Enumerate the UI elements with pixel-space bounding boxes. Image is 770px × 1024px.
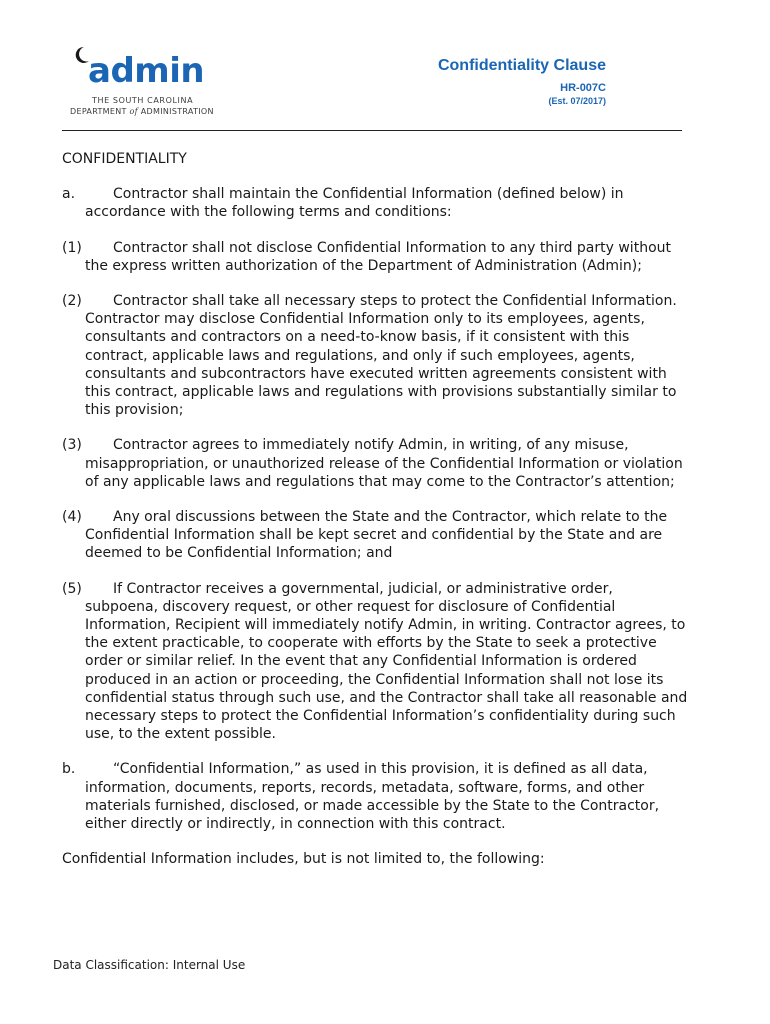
- established-date: (Est. 07/2017): [548, 96, 606, 106]
- clause-label: (3): [62, 437, 82, 454]
- clause-label: (4): [62, 509, 82, 526]
- clause-label: a.: [62, 186, 76, 203]
- clause-text: Contractor shall maintain the Confidential Information (defined below) in accordance with the following terms and conditions:: [85, 186, 624, 221]
- clause-paragraph: [62, 239, 688, 275]
- clause-paragraph: [62, 436, 688, 491]
- clause-text: “Confidential Information,” as used in this provision, it is defined as all data, information, documents, reports, records, metadata, software, forms, and other materials furnished, disclosed, or made accessible by the State to the Contractor, either directly or indirectly, in connection with this contract.: [85, 761, 660, 833]
- logo-subtitle-line1: THE SOUTH CAROLINA: [92, 96, 194, 105]
- admin-logo: [68, 44, 228, 118]
- clause-label: b.: [62, 761, 76, 778]
- closing-sentence: Confidential Information includes, but is not limited to, the following:: [62, 851, 545, 868]
- document-body: [62, 150, 688, 869]
- clause-label: (5): [62, 580, 82, 597]
- data-classification-footer: Data Classification: Internal Use: [53, 958, 246, 972]
- clause-text: Contractor shall not disclose Confidential Information to any third party without the express written authorization of the Department of Administration (Admin);: [85, 239, 671, 274]
- clause-text: Contractor agrees to immediately notify Admin, in writing, of any misuse, misappropriation, or unauthorized release of the Confidential Information or violation of any applicable laws and regulations that may come to the Contractor’s attention;: [85, 437, 683, 490]
- clause-text: Contractor shall take all necessary steps to protect the Confidential Information. Contractor may disclose Confidential Information only to its employees, agents, consultants and contractors on a need-to-know basis, if it consistent with this contract, applicable laws and regulations, and only if such employees, agents, consultants and subcontractors have executed written agreements consistent with this contract, applicable laws and regulations with provisions substantially similar to this provision;: [85, 293, 677, 419]
- clause-label: (2): [62, 293, 82, 310]
- clause-paragraph: [62, 185, 688, 221]
- logo-wordmark: admin: [88, 51, 205, 91]
- clause-text: If Contractor receives a governmental, judicial, or administrative order, subpoena, discovery request, or other request for disclosure of Confidential Information, Recipient will immediately notify Admin, in writing. Contractor agrees, to the extent practicable, to cooperate with efforts by the State to seek a protective order or similar relief. In the event that any Confidential Information is ordered produced in an action or proceeding, the Confidential Information shall not lose its confidential status through such use, and the Contractor shall take all reasonable and necessary steps to protect the Confidential Information’s confidentiality during such use, to the extent possible.: [85, 580, 688, 743]
- clause-paragraph: [62, 292, 688, 419]
- clause-paragraph: [62, 760, 688, 833]
- header-divider: [62, 130, 682, 131]
- section-heading: CONFIDENTIALITY: [62, 151, 187, 167]
- clause-text: Any oral discussions between the State and the Contractor, which relate to the Confidential Information shall be kept secret and confidential by the State and are deemed to be Confidential Information; and: [85, 509, 668, 562]
- clause-paragraph: [62, 580, 688, 744]
- clause-label: (1): [62, 239, 82, 256]
- clause-paragraph: [62, 508, 688, 563]
- logo-subtitle-line2: DEPARTMENT of ADMINISTRATION: [70, 107, 214, 116]
- clause-list: [62, 185, 688, 833]
- form-number: HR-007C: [560, 82, 606, 94]
- document-title: Confidentiality Clause: [437, 57, 606, 74]
